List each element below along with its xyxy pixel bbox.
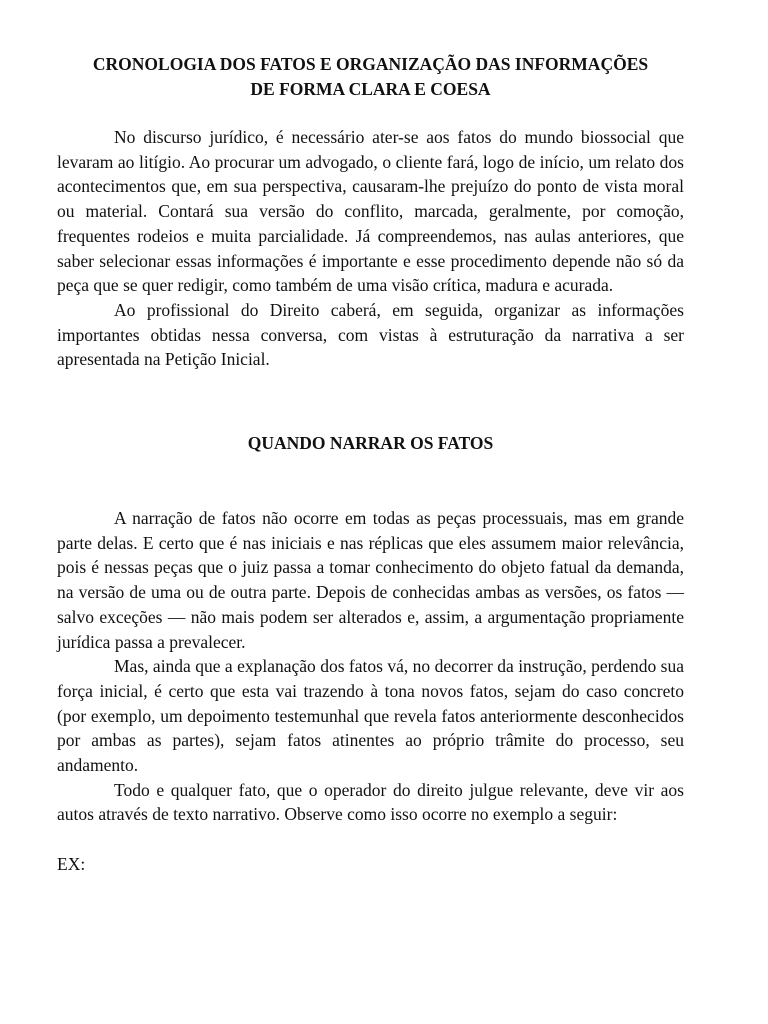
document-title	[57, 52, 684, 102]
section-paragraph-3: Todo e qualquer fato, que o operador do direito julgue relevante, deve vir aos autos através de texto narrativo. Observe como isso ocorre no exemplo a seguir:	[57, 779, 684, 825]
intro-paragraph-1: No discurso jurídico, é necessário ater-se aos fatos do mundo biossocial que levaram ao litígio. Ao procurar um advogado, o cliente fará, logo de início, um relato dos acontecimentos que, em sua perspectiva, causaram-lhe prejuízo do ponto de vista moral ou material. Contará sua versão do conflito, marcada, geralmente, por comoção, frequentes rodeios e muita parcialidade. Já compreendemos, nas aulas anteriores, que saber selecionar essas informações é importante e esse procedimento depende não só da peça que se quer redigir, como também de uma visão crítica, madura e acurada.	[57, 127, 684, 296]
document-title-line1: CRONOLOGIA DOS FATOS E ORGANIZAÇÃO DAS INFORMAÇÕES	[92, 54, 649, 74]
intro-paragraph-2: Ao profissional do Direito caberá, em seguida, organizar as informações importantes obtidas nessa conversa, com vistas à estruturação da narrativa a ser apresentada na Petição Inicial.	[57, 299, 684, 370]
document-title-line2: DE FORMA CLARA E COESA	[250, 79, 491, 99]
example-label: EX:	[57, 854, 86, 875]
section-paragraph-2: Mas, ainda que a explanação dos fatos vá, no decorrer da instrução, perdendo sua força inicial, é certo que esta vai trazendo à tona novos fatos, sejam do caso concreto (por exemplo, um depoimento testemunhal que revela fatos anteriormente desconhecidos por ambas as partes), sejam fatos atinentes ao próprio trâmite do processo, seu andamento.	[57, 656, 684, 776]
section-paragraph-1: A narração de fatos não ocorre em todas as peças processuais, mas em grande parte delas. E certo que é nas iniciais e nas réplicas que eles assumem maior relevância, pois é nessas peças que o juiz passa a tomar conhecimento do objeto fatual da demanda, na versão de uma ou de outra parte. Depois de conhecidas ambas as versões, os fatos — salvo exceções — não mais podem ser alterados e, assim, a argumentação propriamente jurídica passa a prevalecer.	[57, 508, 684, 652]
section-heading: QUANDO NARRAR OS FATOS	[247, 433, 494, 454]
document-page	[57, 52, 684, 877]
